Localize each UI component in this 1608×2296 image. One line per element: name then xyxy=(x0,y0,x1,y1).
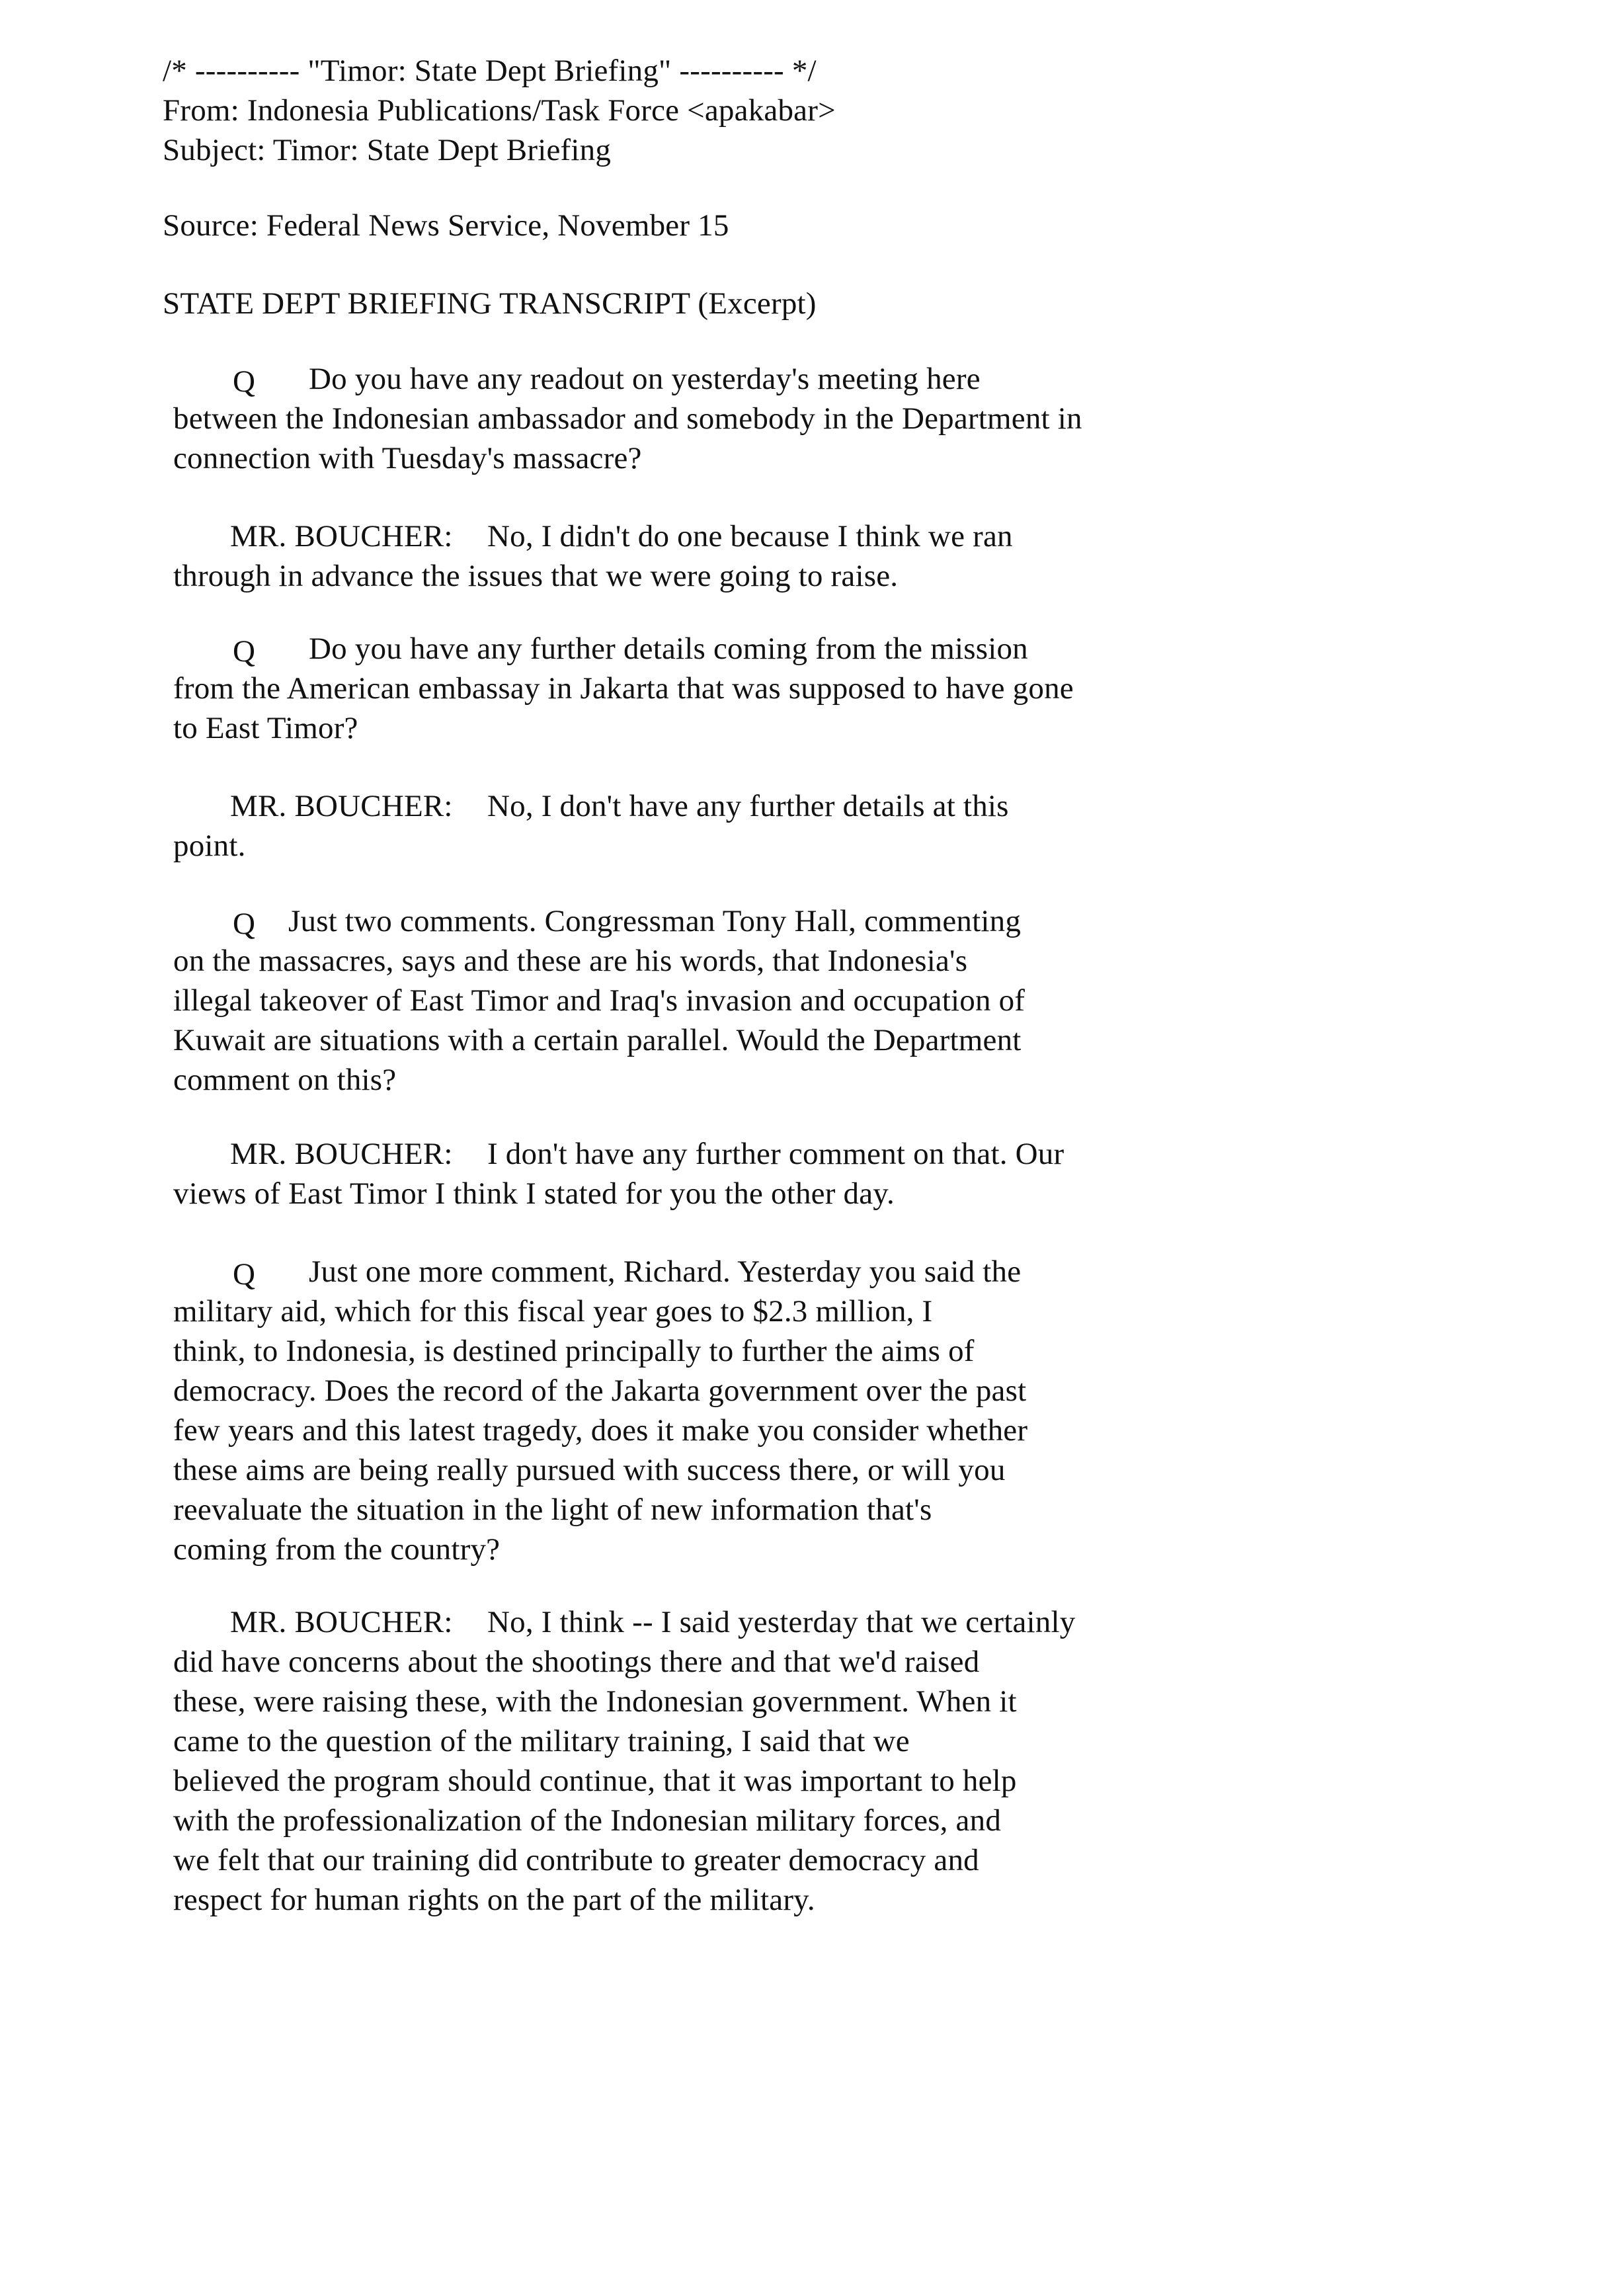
speaker-q: Q xyxy=(233,364,255,399)
speaker-boucher: MR. BOUCHER: xyxy=(230,789,453,823)
speaker-boucher: MR. BOUCHER: xyxy=(230,519,453,554)
paragraph-line: No, I didn't do one because I think we ran xyxy=(487,519,1013,554)
header-from-line: From: Indonesia Publications/Task Force <apakabar> xyxy=(163,93,836,128)
paragraph-line: No, I don't have any further details at this xyxy=(487,789,1009,823)
paragraph-line: No, I think -- I said yesterday that we certainly xyxy=(487,1605,1076,1639)
speaker-q: Q xyxy=(233,1257,255,1292)
paragraph-line: coming from the country? xyxy=(173,1532,501,1567)
paragraph-line: respect for human rights on the part of the military. xyxy=(173,1883,815,1917)
paragraph-line: between the Indonesian ambassador and somebody in the Department in xyxy=(173,401,1082,436)
paragraph-line: through in advance the issues that we were going to raise. xyxy=(173,559,899,593)
paragraph-line: Do you have any readout on yesterday's meeting here xyxy=(309,362,981,396)
paragraph-line: Do you have any further details coming from the mission xyxy=(309,632,1028,666)
speaker-q: Q xyxy=(233,634,255,669)
paragraph-line: believed the program should continue, that it was important to help xyxy=(173,1764,1017,1798)
paragraph-line: few years and this latest tragedy, does it make you consider whether xyxy=(173,1413,1028,1448)
paragraph-line: point. xyxy=(173,829,246,863)
paragraph-line: democracy. Does the record of the Jakarta government over the past xyxy=(173,1374,1027,1408)
paragraph-line: on the massacres, says and these are his words, that Indonesia's xyxy=(173,944,968,978)
paragraph-line: with the professionalization of the Indonesian military forces, and xyxy=(173,1803,1002,1838)
paragraph-line: think, to Indonesia, is destined principally to further the aims of xyxy=(173,1334,975,1368)
document-title: STATE DEPT BRIEFING TRANSCRIPT (Excerpt) xyxy=(163,286,817,321)
paragraph-line: I don't have any further comment on that. Our xyxy=(487,1137,1065,1171)
paragraph-line: comment on this? xyxy=(173,1063,397,1097)
paragraph-line: connection with Tuesday's massacre? xyxy=(173,441,642,475)
speaker-boucher: MR. BOUCHER: xyxy=(230,1605,453,1639)
header-comment-line: /* ---------- "Timor: State Dept Briefing" ---------- */ xyxy=(163,54,817,88)
paragraph-line: we felt that our training did contribute to greater democracy and xyxy=(173,1843,979,1877)
paragraph-line: came to the question of the military training, I said that we xyxy=(173,1724,910,1758)
paragraph-line: from the American embassay in Jakarta that was supposed to have gone xyxy=(173,671,1074,706)
speaker-q: Q xyxy=(233,907,255,941)
paragraph-line: reevaluate the situation in the light of new information that's xyxy=(173,1493,932,1527)
speaker-boucher: MR. BOUCHER: xyxy=(230,1137,453,1171)
paragraph-line: did have concerns about the shootings there and that we'd raised xyxy=(173,1645,980,1679)
paragraph-line: illegal takeover of East Timor and Iraq's invasion and occupation of xyxy=(173,983,1025,1018)
paragraph-line: these aims are being really pursued with success there, or will you xyxy=(173,1453,1006,1487)
paragraph-line: Just one more comment, Richard. Yesterday you said the xyxy=(309,1254,1022,1289)
paragraph-line: views of East Timor I think I stated for you the other day. xyxy=(173,1176,895,1211)
paragraph-line: to East Timor? xyxy=(173,711,358,745)
paragraph-line: Kuwait are situations with a certain parallel. Would the Department xyxy=(173,1023,1022,1057)
paragraph-line: military aid, which for this fiscal year goes to $2.3 million, I xyxy=(173,1294,933,1329)
source-line: Source: Federal News Service, November 15 xyxy=(163,208,729,243)
paragraph-line: Just two comments. Congressman Tony Hall, commenting xyxy=(288,904,1022,938)
paragraph-line: these, were raising these, with the Indonesian government. When it xyxy=(173,1684,1017,1719)
header-subject-line: Subject: Timor: State Dept Briefing xyxy=(163,133,612,167)
